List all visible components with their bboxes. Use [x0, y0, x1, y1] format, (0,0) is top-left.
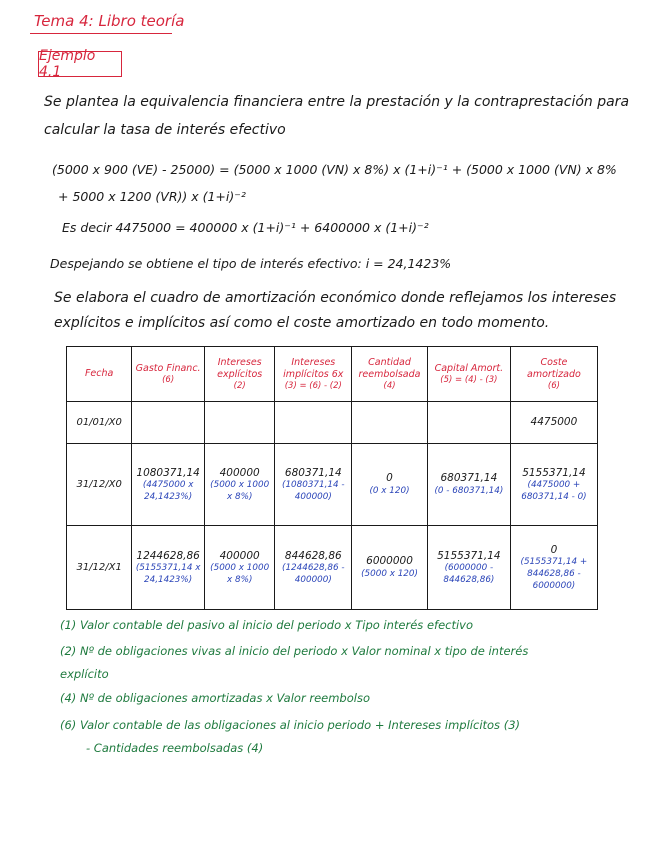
cell-date: 31/12/X0 [67, 444, 132, 526]
cell-capital: 5155371,14 (6000000 - 844628,86) [427, 526, 510, 610]
cell-capital: 680371,14 (0 - 680371,14) [427, 444, 510, 526]
cell-reembolsada: 6000000 (5000 x 120) [352, 526, 428, 610]
note-6b: - Cantidades reembolsadas (4) [86, 741, 264, 755]
cell-reembolsada [352, 402, 428, 444]
cell-date: 31/12/X1 [67, 526, 132, 610]
cell-explicitos: 400000 (5000 x 1000 x 8%) [204, 444, 275, 526]
cell-reembolsada: 0 (0 x 120) [352, 444, 428, 526]
cell-coste: 4475000 [510, 402, 597, 444]
table-header-row [67, 347, 598, 402]
header-intereses-explicitos: Intereses explícitos (2) [204, 347, 275, 402]
intro-line-2: calcular la tasa de interés efectivo [44, 122, 286, 138]
table-row [67, 402, 598, 444]
page-title: Tema 4: Libro teoría [34, 12, 185, 30]
title-underline [30, 33, 172, 34]
cell-gasto [132, 402, 205, 444]
equation-line-3: Es decir 4475000 = 400000 x (1+i)⁻¹ + 6400000 x (1+i)⁻² [62, 220, 429, 235]
cell-explicitos: 400000 (5000 x 1000 x 8%) [204, 526, 275, 610]
cell-implicitos [275, 402, 352, 444]
amort-intro-line-1: Se elabora el cuadro de amortización económico donde reflejamos los intereses [54, 290, 617, 306]
header-capital-amortizado: Capital Amort. (5) = (4) - (3) [427, 347, 510, 402]
header-cantidad-reembolsada: Cantidad reembolsada (4) [352, 347, 428, 402]
header-fecha: Fecha [67, 347, 132, 402]
cell-implicitos: 844628,86 (1244628,86 - 400000) [275, 526, 352, 610]
header-intereses-implicitos: Intereses implícitos 6x (3) = (6) - (2) [275, 347, 352, 402]
note-4: (4) Nº de obligaciones amortizadas x Valor reembolso [60, 691, 370, 705]
cell-date: 01/01/X0 [67, 402, 132, 444]
note-1: (1) Valor contable del pasivo al inicio del periodo x Tipo interés efectivo [60, 618, 474, 632]
equation-line-2: + 5000 x 1200 (VR)) x (1+i)⁻² [58, 189, 246, 204]
table-row [67, 526, 598, 610]
example-label: Ejemplo 4.1 [38, 51, 122, 77]
cell-coste: 5155371,14 (4475000 + 680371,14 - 0) [510, 444, 597, 526]
cell-gasto: 1080371,14 (4475000 x 24,1423%) [132, 444, 205, 526]
equation-line-4: Despejando se obtiene el tipo de interés efectivo: i = 24,1423% [50, 256, 452, 271]
header-coste-amortizado: Coste amortizado (6) [510, 347, 597, 402]
table-row [67, 444, 598, 526]
cell-capital [427, 402, 510, 444]
note-2a: (2) Nº de obligaciones vivas al inicio del periodo x Valor nominal x tipo de interés [60, 644, 529, 658]
intro-line-1: Se plantea la equivalencia financiera entre la prestación y la contraprestación para [44, 94, 630, 110]
note-6a: (6) Valor contable de las obligaciones al inicio periodo + Intereses implícitos (3) [60, 718, 520, 732]
cell-gasto: 1244628,86 (5155371,14 x 24,1423%) [132, 526, 205, 610]
equation-line-1: (5000 x 900 (VE) - 25000) = (5000 x 1000 (VN) x 8%) x (1+i)⁻¹ + (5000 x 1000 (VN) x 8% [52, 162, 617, 177]
header-gasto-financiero: Gasto Financ. (6) [132, 347, 205, 402]
cell-coste: 0 (5155371,14 + 844628,86 - 6000000) [510, 526, 597, 610]
note-2b: explícito [60, 667, 109, 681]
cell-implicitos: 680371,14 (1080371,14 - 400000) [275, 444, 352, 526]
amort-intro-line-2: explícitos e implícitos así como el coste amortizado en todo momento. [54, 315, 550, 331]
cell-explicitos [204, 402, 275, 444]
amortization-table [66, 346, 598, 610]
